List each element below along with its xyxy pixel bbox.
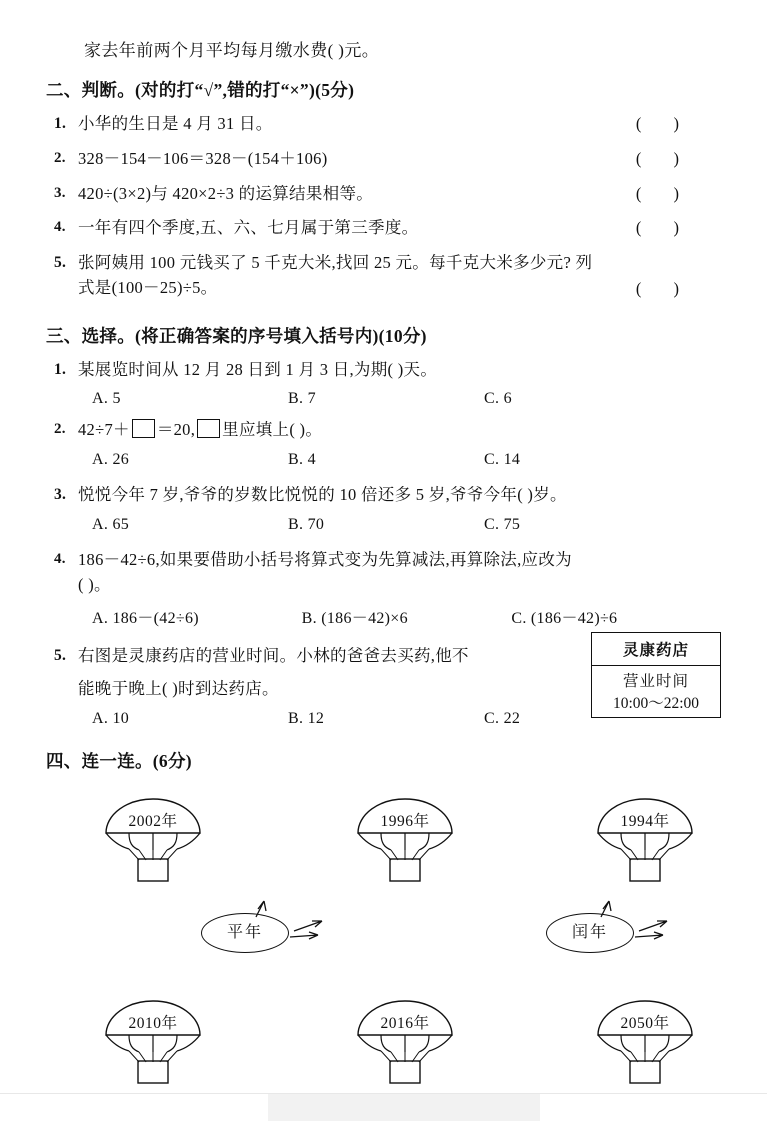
question-text: 张阿姨用 100 元钱买了 5 千克大米,找回 25 元。每千克大米多少元? 列 (78, 253, 593, 272)
balloon-label: 2002年 (128, 812, 178, 830)
choice-a[interactable]: A. 65 (92, 515, 130, 533)
question-text: 悦悦今年 7 岁,爷爷的岁数比悦悦的 10 倍还多 5 岁,爷爷今年( )岁。 (78, 485, 567, 504)
mc-choices-2 (46, 451, 721, 469)
answer-paren[interactable]: ( ) (635, 279, 693, 298)
choice-c[interactable]: C. 75 (484, 515, 521, 533)
choice-b[interactable]: B. 70 (288, 515, 325, 533)
choice-b[interactable]: B. 4 (288, 451, 316, 468)
balloon-bottom-3[interactable] (586, 995, 704, 1087)
question-number: 4. (54, 219, 66, 236)
question-number: 3. (54, 184, 66, 201)
blank-box-icon[interactable] (132, 419, 155, 438)
balloon-icon (586, 793, 704, 885)
balloon-icon (94, 793, 212, 885)
matching-diagram (46, 783, 721, 1113)
question-text: 328－154－106＝328－(154＋106) (78, 148, 328, 168)
choice-c[interactable]: C. 14 (484, 451, 521, 468)
page-footer (0, 1093, 767, 1122)
tf-question-3 (46, 182, 721, 207)
question-text-line2: 能晚于晚上( )时到达药店。 (78, 679, 279, 698)
pharmacy-name: 灵康药店 (592, 633, 720, 666)
question-text: 小华的生日是 4 月 31 日。 (78, 114, 273, 133)
mc-choices-4 (46, 605, 721, 628)
choice-a[interactable]: A. 5 (92, 390, 121, 408)
question-text: 420÷(3×2)与 420×2÷3 的运算结果相等。 (78, 183, 374, 203)
balloon-top-3[interactable] (586, 793, 704, 885)
balloon-icon (94, 995, 212, 1087)
choice-c[interactable]: C. (186－42)÷6 (511, 610, 618, 628)
question-number: 2. (54, 421, 66, 438)
balloon-bottom-1[interactable] (94, 995, 212, 1087)
question-number: 5. (54, 254, 67, 271)
question-number: 2. (54, 149, 66, 166)
balloon-label: 1994年 (620, 812, 670, 830)
question-text: 一年有四个季度,五、六、七月属于第三季度。 (78, 218, 419, 238)
tf-question-2 (46, 147, 721, 172)
section-heading-multiple-choice: 三、选择。(将正确答案的序号填入括号内)(10分) (46, 325, 427, 346)
question-text: 186－42÷6,如果要借助小括号将算式变为先算减法,再算除法,应改为 (78, 549, 572, 569)
balloon-icon (346, 995, 464, 1087)
choice-a[interactable]: A. 26 (92, 451, 130, 468)
balloon-label: 2010年 (128, 1014, 178, 1032)
answer-paren[interactable]: ( ) (635, 148, 693, 168)
choice-b[interactable]: B. (186－42)×6 (301, 610, 408, 628)
balloon-top-1[interactable] (94, 793, 212, 885)
balloon-bottom-2[interactable] (346, 995, 464, 1087)
question-number: 1. (54, 360, 67, 378)
balloon-icon (346, 793, 464, 885)
balloon-label: 1996年 (380, 812, 430, 830)
answer-paren[interactable]: ( ) (635, 218, 693, 238)
question-number: 4. (54, 550, 66, 567)
section-heading-matching: 四、连一连。(6分) (46, 750, 192, 771)
oval-common-year[interactable]: 平年 (201, 913, 289, 953)
question-text-part-a: 42÷7＋ (78, 420, 130, 440)
mc-question-3 (46, 483, 721, 508)
tf-question-4 (46, 216, 721, 241)
top-continuation-line: 家去年前两个月平均每月缴水费( )元。 (84, 41, 380, 60)
tf-question-5 (46, 251, 721, 301)
choice-c[interactable]: C. 22 (484, 709, 521, 727)
section-heading-true-false: 二、判断。(对的打“√”,错的打“×”)(5分) (46, 80, 355, 100)
question-number: 1. (54, 115, 67, 132)
balloon-top-2[interactable] (346, 793, 464, 885)
oval-arrows-left (186, 895, 346, 955)
balloon-icon (586, 995, 704, 1087)
blank-box-icon[interactable] (197, 419, 220, 438)
question-number: 5. (54, 647, 67, 665)
question-text-part-b: ＝20, (156, 420, 196, 440)
mc-question-4 (46, 548, 721, 598)
pharmacy-hours-label: 营业时间 (622, 673, 689, 690)
answer-paren[interactable]: ( ) (635, 114, 693, 133)
oval-leap-year[interactable]: 闰年 (546, 913, 634, 953)
tf-question-1 (46, 112, 721, 137)
mc-choices-1 (46, 390, 721, 408)
oval-arrows-right (531, 895, 691, 955)
question-text: 某展览时间从 12 月 28 日到 1 月 3 日,为期( )天。 (78, 359, 438, 379)
mc-question-2 (46, 418, 721, 443)
choice-b[interactable]: B. 12 (288, 709, 325, 727)
balloon-label: 2050年 (620, 1014, 670, 1032)
choice-a[interactable]: A. 186－(42÷6) (92, 610, 199, 628)
answer-paren[interactable]: ( ) (635, 183, 693, 203)
balloon-label: 2016年 (380, 1014, 430, 1032)
choice-c[interactable]: C. 6 (484, 390, 512, 408)
choice-a[interactable]: A. 10 (92, 709, 130, 727)
choice-b[interactable]: B. 7 (288, 390, 316, 408)
question-number: 3. (54, 486, 67, 503)
question-text-line2[interactable]: ( )。 (78, 574, 111, 594)
footer-shade (268, 1094, 540, 1121)
question-text-line2: 式是(100－25)÷5。 (78, 277, 218, 297)
mc-question-1 (46, 358, 721, 383)
mc-choices-3 (46, 516, 721, 534)
question-text: 右图是灵康药店的营业时间。小林的爸爸去买药,他不 (78, 646, 469, 666)
pharmacy-sign (591, 632, 721, 718)
pharmacy-hours-value: 10:00～22:00 (612, 695, 700, 712)
question-text-part-c: 里应填上( )。 (222, 420, 323, 440)
